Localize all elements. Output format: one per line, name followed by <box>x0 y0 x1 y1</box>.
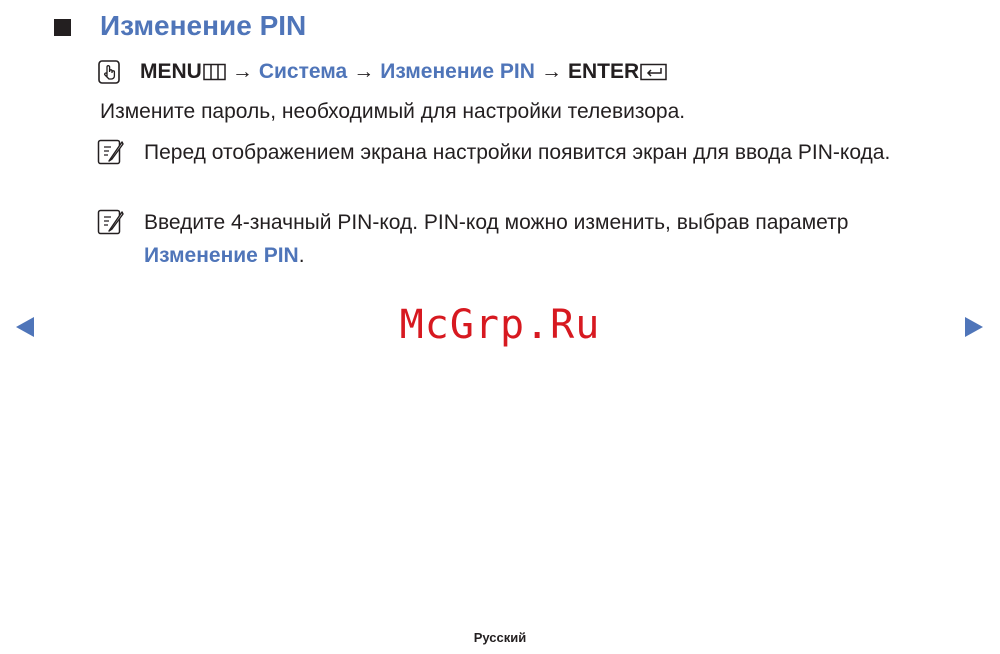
path-arrow: → <box>353 60 375 83</box>
note-text-main: Введите 4-значный PIN-код. PIN-код можно изменить, выбрав параметр <box>144 211 849 234</box>
section-bullet-icon <box>54 19 71 36</box>
note-item <box>97 206 927 272</box>
path-system: Система <box>258 60 348 83</box>
hand-pointer-icon <box>98 60 120 84</box>
description: Измените пароль, необходимый для настройки телевизора. <box>100 100 686 123</box>
note-text-end: . <box>298 244 305 267</box>
change-pin-link: Изменение PIN <box>144 244 299 267</box>
note-text: Перед отображением экрана настройки появится экран для ввода PIN-кода. <box>144 141 891 164</box>
footer-language: Русский <box>473 630 527 645</box>
note-text <box>144 206 927 272</box>
note-pencil-icon <box>97 209 125 235</box>
note-pencil-icon <box>97 139 125 165</box>
menu-path <box>98 58 667 86</box>
enter-label: ENTER <box>567 60 640 83</box>
watermark: McGrp.Ru <box>399 302 601 348</box>
menu-label: MENU <box>140 60 202 83</box>
path-arrow: → <box>540 60 562 83</box>
enter-icon <box>640 63 667 81</box>
page-title: Изменение PIN <box>100 10 307 41</box>
path-change-pin: Изменение PIN <box>380 60 535 83</box>
menu-grid-icon <box>203 63 226 81</box>
path-arrow: → <box>231 60 253 83</box>
note-item <box>97 136 927 169</box>
